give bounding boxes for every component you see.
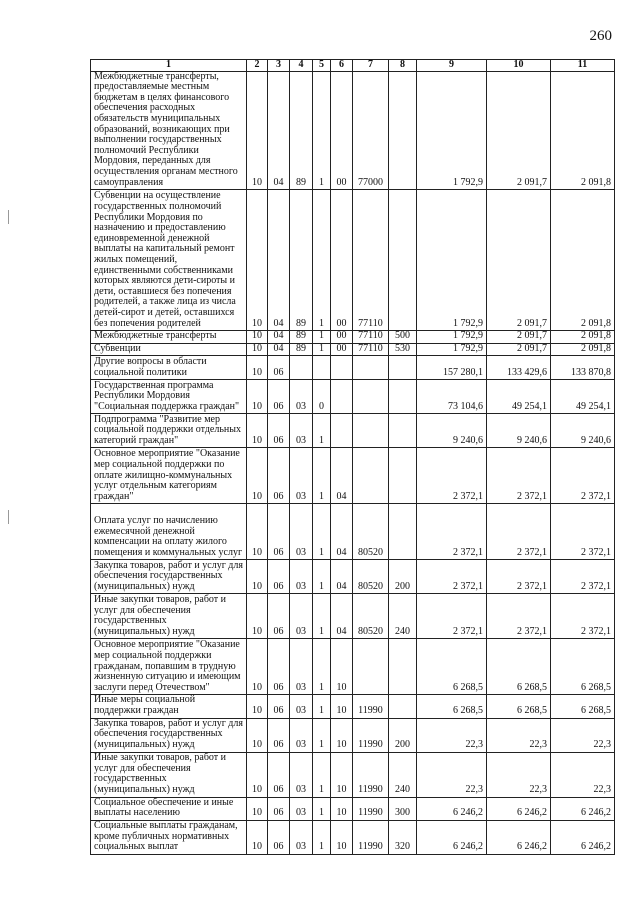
amount-cell: 2 372,1 <box>417 594 487 639</box>
code-cell: 03 <box>290 594 313 639</box>
code-cell: 300 <box>389 797 417 820</box>
code-cell: 10 <box>247 71 268 190</box>
code-cell: 10 <box>247 695 268 718</box>
amount-cell: 9 240,6 <box>551 414 615 448</box>
table-row <box>91 190 615 331</box>
code-cell: 0 <box>313 380 331 414</box>
code-cell: 200 <box>389 718 417 752</box>
row-name-cell: Основное мероприятие "Оказание мер социальной поддержки по оплате жилищно-коммунальных услуг отдельным категориям граждан" <box>91 448 247 504</box>
amount-cell: 2 372,1 <box>487 448 551 504</box>
amount-cell: 2 372,1 <box>417 560 487 594</box>
table-row <box>91 448 615 504</box>
code-cell: 10 <box>247 560 268 594</box>
code-cell: 03 <box>290 718 313 752</box>
code-cell: 04 <box>331 504 353 560</box>
code-cell: 10 <box>247 414 268 448</box>
amount-cell: 2 091,7 <box>487 343 551 356</box>
code-cell: 00 <box>331 343 353 356</box>
code-cell <box>313 356 331 380</box>
code-cell <box>389 504 417 560</box>
code-cell: 77110 <box>353 331 389 344</box>
code-cell: 03 <box>290 414 313 448</box>
code-cell: 10 <box>247 594 268 639</box>
code-cell: 240 <box>389 752 417 797</box>
amount-cell: 2 091,7 <box>487 71 551 190</box>
table-row <box>91 343 615 356</box>
code-cell: 77110 <box>353 343 389 356</box>
table-row <box>91 695 615 718</box>
code-cell: 1 <box>313 797 331 820</box>
code-cell <box>389 356 417 380</box>
header-cell: 4 <box>290 60 313 72</box>
code-cell: 1 <box>313 343 331 356</box>
row-name-cell: Межбюджетные трансферты, предоставляемые местным бюджетам в целях финансового обеспечения расходных обязательств муниципальных образований, возникающих при выполнении государственных полномочий Республики Мордовия, переданных для осуществления органам местного самоуправления <box>91 71 247 190</box>
code-cell: 89 <box>290 190 313 331</box>
code-cell: 00 <box>331 71 353 190</box>
header-row <box>91 60 615 72</box>
row-name-cell: Социальное обеспечение и иные выплаты населению <box>91 797 247 820</box>
row-name-cell: Подпрограмма "Развитие мер социальной поддержки отдельных категорий граждан" <box>91 414 247 448</box>
amount-cell: 6 268,5 <box>487 639 551 695</box>
code-cell: 10 <box>247 718 268 752</box>
code-cell: 10 <box>247 639 268 695</box>
table-row <box>91 414 615 448</box>
code-cell: 04 <box>268 343 290 356</box>
table-row <box>91 797 615 820</box>
table-row <box>91 560 615 594</box>
header-cell: 1 <box>91 60 247 72</box>
code-cell: 04 <box>268 71 290 190</box>
header-cell: 11 <box>551 60 615 72</box>
code-cell: 77110 <box>353 190 389 331</box>
row-name-cell: Закупка товаров, работ и услуг для обеспечения государственных (муниципальных) нужд <box>91 560 247 594</box>
code-cell: 00 <box>331 190 353 331</box>
amount-cell: 133 429,6 <box>487 356 551 380</box>
header-cell: 8 <box>389 60 417 72</box>
table-row <box>91 380 615 414</box>
row-name-cell: Социальные выплаты гражданам, кроме публичных нормативных социальных выплат <box>91 820 247 854</box>
amount-cell: 157 280,1 <box>417 356 487 380</box>
code-cell: 03 <box>290 797 313 820</box>
amount-cell: 2 091,8 <box>551 71 615 190</box>
code-cell <box>389 639 417 695</box>
amount-cell: 22,3 <box>417 752 487 797</box>
amount-cell: 6 246,2 <box>487 797 551 820</box>
code-cell: 06 <box>268 639 290 695</box>
code-cell: 10 <box>331 718 353 752</box>
amount-cell: 2 091,7 <box>487 190 551 331</box>
row-name-cell: Основное мероприятие "Оказание мер социальной поддержки гражданам, попавшим в трудную жизненную ситуацию и имеющим заслуги перед Отечеством" <box>91 639 247 695</box>
code-cell: 10 <box>247 356 268 380</box>
amount-cell: 22,3 <box>487 752 551 797</box>
amount-cell: 2 091,8 <box>551 190 615 331</box>
amount-cell: 6 268,5 <box>551 639 615 695</box>
amount-cell: 9 240,6 <box>487 414 551 448</box>
amount-cell: 22,3 <box>551 752 615 797</box>
budget-table <box>90 59 615 855</box>
code-cell: 10 <box>247 331 268 344</box>
table-row <box>91 331 615 344</box>
row-name-cell: Субвенции на осуществление государственных полномочий Республики Мордовия по назначению и предоставлению единовременной денежной выплаты на капитальный ремонт жилых помещений, единственными собственниками которых являются дети-сироты и дети, оставшиеся без попечения родителей, а также лица из числа детей-сирот и детей, оставшихся без попечения родителей <box>91 190 247 331</box>
table-body <box>91 71 615 854</box>
header-cell: 7 <box>353 60 389 72</box>
row-name-cell: Закупка товаров, работ и услуг для обеспечения государственных (муниципальных) нужд <box>91 718 247 752</box>
table-row <box>91 820 615 854</box>
code-cell <box>353 448 389 504</box>
amount-cell: 6 246,2 <box>417 820 487 854</box>
code-cell: 1 <box>313 414 331 448</box>
code-cell: 11990 <box>353 718 389 752</box>
code-cell: 1 <box>313 504 331 560</box>
header-cell: 5 <box>313 60 331 72</box>
code-cell: 10 <box>247 380 268 414</box>
code-cell: 89 <box>290 343 313 356</box>
amount-cell: 6 246,2 <box>551 797 615 820</box>
code-cell: 500 <box>389 331 417 344</box>
row-name-cell: Государственная программа Республики Мордовия "Социальная поддержка граждан" <box>91 380 247 414</box>
code-cell: 06 <box>268 752 290 797</box>
amount-cell: 2 372,1 <box>417 448 487 504</box>
code-cell: 03 <box>290 820 313 854</box>
amount-cell: 22,3 <box>487 718 551 752</box>
row-name-cell: Оплата услуг по начислению ежемесячной денежной компенсации на оплату жилого помещения и коммунальных услуг <box>91 504 247 560</box>
code-cell: 10 <box>247 752 268 797</box>
amount-cell: 1 792,9 <box>417 190 487 331</box>
amount-cell: 22,3 <box>551 718 615 752</box>
margin-mark <box>8 510 9 524</box>
code-cell: 80520 <box>353 560 389 594</box>
code-cell: 06 <box>268 448 290 504</box>
amount-cell: 6 268,5 <box>487 695 551 718</box>
code-cell: 10 <box>247 448 268 504</box>
row-name-cell: Субвенции <box>91 343 247 356</box>
code-cell: 10 <box>331 695 353 718</box>
code-cell: 1 <box>313 331 331 344</box>
code-cell: 89 <box>290 331 313 344</box>
code-cell <box>331 356 353 380</box>
row-name-cell: Иные закупки товаров, работ и услуг для обеспечения государственных (муниципальных) нужд <box>91 752 247 797</box>
code-cell: 1 <box>313 820 331 854</box>
code-cell: 1 <box>313 718 331 752</box>
code-cell <box>353 639 389 695</box>
code-cell: 1 <box>313 560 331 594</box>
amount-cell: 2 372,1 <box>551 560 615 594</box>
table-row <box>91 718 615 752</box>
row-name-cell: Межбюджетные трансферты <box>91 331 247 344</box>
amount-cell: 1 792,9 <box>417 331 487 344</box>
row-name-cell: Иные меры социальной поддержки граждан <box>91 695 247 718</box>
code-cell: 240 <box>389 594 417 639</box>
table-row <box>91 639 615 695</box>
code-cell: 1 <box>313 695 331 718</box>
amount-cell: 6 246,2 <box>551 820 615 854</box>
code-cell <box>331 414 353 448</box>
page-number: 260 <box>589 28 612 44</box>
code-cell: 04 <box>268 331 290 344</box>
code-cell: 10 <box>331 820 353 854</box>
code-cell: 06 <box>268 695 290 718</box>
code-cell: 10 <box>247 190 268 331</box>
code-cell: 1 <box>313 71 331 190</box>
code-cell: 1 <box>313 752 331 797</box>
header-cell: 6 <box>331 60 353 72</box>
code-cell: 80520 <box>353 594 389 639</box>
amount-cell: 1 792,9 <box>417 343 487 356</box>
code-cell: 11990 <box>353 695 389 718</box>
code-cell: 06 <box>268 356 290 380</box>
table-row <box>91 71 615 190</box>
code-cell: 06 <box>268 560 290 594</box>
code-cell: 03 <box>290 639 313 695</box>
code-cell: 11990 <box>353 820 389 854</box>
code-cell <box>389 190 417 331</box>
code-cell: 04 <box>331 560 353 594</box>
amount-cell: 2 372,1 <box>487 504 551 560</box>
code-cell: 06 <box>268 797 290 820</box>
code-cell: 11990 <box>353 752 389 797</box>
code-cell: 10 <box>331 797 353 820</box>
amount-cell: 2 372,1 <box>487 594 551 639</box>
amount-cell: 133 870,8 <box>551 356 615 380</box>
code-cell: 00 <box>331 331 353 344</box>
code-cell: 320 <box>389 820 417 854</box>
margin-mark <box>8 210 9 224</box>
code-cell <box>353 356 389 380</box>
code-cell: 06 <box>268 414 290 448</box>
code-cell: 1 <box>313 594 331 639</box>
code-cell <box>353 380 389 414</box>
code-cell: 1 <box>313 448 331 504</box>
code-cell: 04 <box>331 594 353 639</box>
code-cell: 06 <box>268 820 290 854</box>
code-cell: 06 <box>268 594 290 639</box>
amount-cell: 2 091,8 <box>551 331 615 344</box>
code-cell: 11990 <box>353 797 389 820</box>
code-cell: 10 <box>331 639 353 695</box>
code-cell: 10 <box>331 752 353 797</box>
amount-cell: 49 254,1 <box>551 380 615 414</box>
code-cell: 03 <box>290 380 313 414</box>
code-cell: 06 <box>268 504 290 560</box>
amount-cell: 6 268,5 <box>417 695 487 718</box>
header-cell: 3 <box>268 60 290 72</box>
code-cell: 530 <box>389 343 417 356</box>
amount-cell: 2 091,8 <box>551 343 615 356</box>
code-cell: 03 <box>290 448 313 504</box>
code-cell: 04 <box>268 190 290 331</box>
table-row <box>91 504 615 560</box>
code-cell: 77000 <box>353 71 389 190</box>
code-cell: 03 <box>290 695 313 718</box>
code-cell <box>389 448 417 504</box>
amount-cell: 2 372,1 <box>551 448 615 504</box>
code-cell: 10 <box>247 343 268 356</box>
amount-cell: 2 372,1 <box>551 594 615 639</box>
row-name-cell: Иные закупки товаров, работ и услуг для обеспечения государственных (муниципальных) нужд <box>91 594 247 639</box>
code-cell <box>353 414 389 448</box>
code-cell <box>389 414 417 448</box>
table-row <box>91 594 615 639</box>
amount-cell: 2 091,7 <box>487 331 551 344</box>
code-cell: 03 <box>290 504 313 560</box>
amount-cell: 22,3 <box>417 718 487 752</box>
code-cell: 1 <box>313 190 331 331</box>
amount-cell: 2 372,1 <box>417 504 487 560</box>
table-row <box>91 356 615 380</box>
code-cell <box>331 380 353 414</box>
code-cell: 1 <box>313 639 331 695</box>
row-name-cell: Другие вопросы в области социальной политики <box>91 356 247 380</box>
code-cell: 04 <box>331 448 353 504</box>
amount-cell: 6 268,5 <box>551 695 615 718</box>
header-cell: 2 <box>247 60 268 72</box>
code-cell: 80520 <box>353 504 389 560</box>
amount-cell: 6 246,2 <box>417 797 487 820</box>
header-cell: 10 <box>487 60 551 72</box>
code-cell: 06 <box>268 380 290 414</box>
amount-cell: 6 268,5 <box>417 639 487 695</box>
code-cell: 03 <box>290 560 313 594</box>
amount-cell: 1 792,9 <box>417 71 487 190</box>
amount-cell: 9 240,6 <box>417 414 487 448</box>
amount-cell: 2 372,1 <box>551 504 615 560</box>
table-row <box>91 752 615 797</box>
code-cell: 10 <box>247 820 268 854</box>
amount-cell: 73 104,6 <box>417 380 487 414</box>
amount-cell: 2 372,1 <box>487 560 551 594</box>
code-cell: 03 <box>290 752 313 797</box>
amount-cell: 49 254,1 <box>487 380 551 414</box>
code-cell: 89 <box>290 71 313 190</box>
code-cell: 200 <box>389 560 417 594</box>
header-cell: 9 <box>417 60 487 72</box>
code-cell: 06 <box>268 718 290 752</box>
amount-cell: 6 246,2 <box>487 820 551 854</box>
code-cell: 10 <box>247 797 268 820</box>
code-cell: 10 <box>247 504 268 560</box>
code-cell <box>389 380 417 414</box>
code-cell <box>290 356 313 380</box>
code-cell <box>389 695 417 718</box>
code-cell <box>389 71 417 190</box>
